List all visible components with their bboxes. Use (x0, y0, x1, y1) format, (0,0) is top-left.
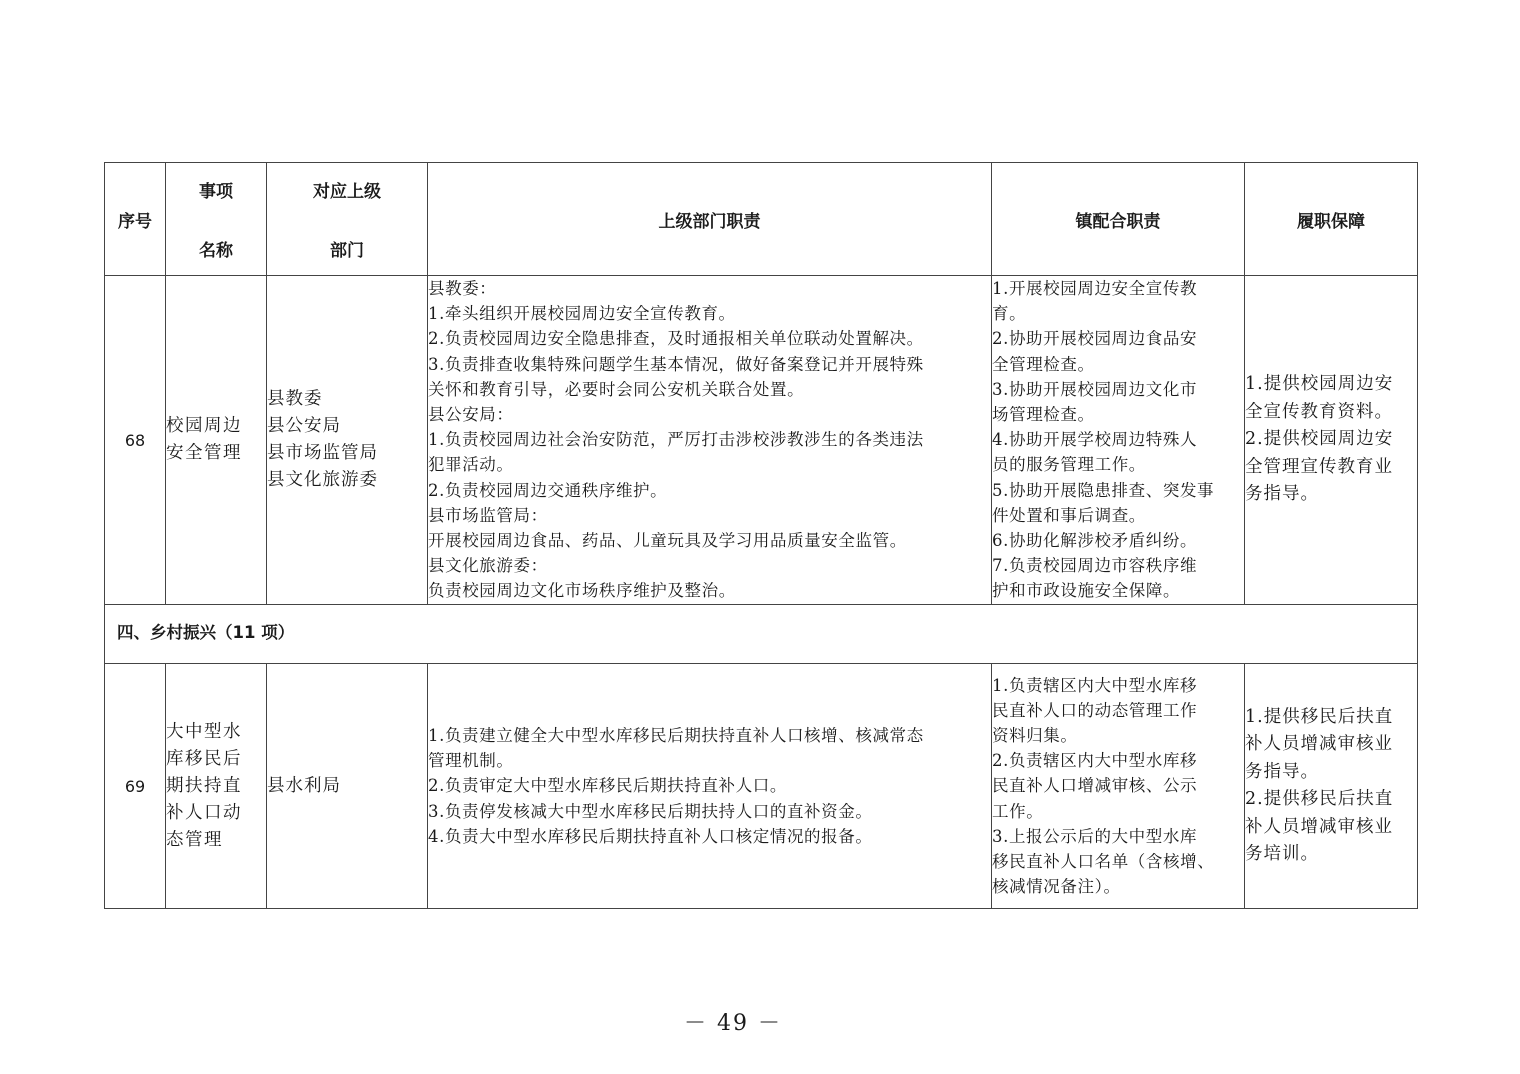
section-title: 四、乡村振兴（11 项） (105, 605, 1418, 664)
guarantee-line: 补人员增减审核业 (1245, 816, 1393, 837)
section-row (105, 605, 1418, 664)
guarantee-line: 1.提供移民后扶直 (1245, 706, 1394, 727)
table-row (105, 276, 1418, 605)
dept-line: 县教委 (267, 389, 323, 409)
guarantee-line: 2.提供移民后扶直 (1245, 789, 1394, 809)
town-line: 工作。 (992, 801, 1044, 821)
town-line: 育。 (992, 304, 1027, 324)
name-line: 期扶持直 (166, 775, 242, 796)
row-upper-duty (428, 664, 992, 909)
guarantee-line: 务指导。 (1245, 484, 1319, 505)
guarantee-line: 1.提供校园周边安 (1245, 374, 1394, 395)
table-row (105, 664, 1418, 909)
header-dept-line2: 部门 (330, 241, 364, 261)
town-line: 1.开展校园周边安全宣传教 (992, 279, 1198, 298)
town-line: 员的服务管理工作。 (992, 455, 1146, 475)
header-town-duty: 镇配合职责 (992, 163, 1245, 276)
town-line: 1.负责辖区内大中型水库移 (992, 675, 1198, 695)
town-line: 民直补人口增减审核、公示 (992, 776, 1198, 796)
dept-line: 县市场监管局 (267, 443, 378, 463)
dept-line: 县公安局 (267, 416, 341, 436)
town-line: 移民直补人口名单（含核增、 (992, 852, 1215, 871)
name-line: 态管理 (166, 829, 223, 850)
duty-line: 1.负责校园周边社会治安防范，严厉打击涉校涉教涉生的各类违法 (428, 430, 924, 450)
row-town-duty (992, 664, 1245, 909)
duty-line: 开展校园周边食品、药品、儿童玩具及学习用品质量安全监管。 (428, 531, 907, 551)
town-line: 5.协助开展隐患排查、突发事 (992, 480, 1215, 500)
row-item-name (166, 276, 267, 605)
town-line: 资料归集。 (992, 725, 1078, 745)
town-line: 2.负责辖区内大中型水库移 (992, 751, 1198, 771)
page-number: － 49 － (684, 1011, 782, 1036)
town-line: 民直补人口的动态管理工作 (992, 700, 1198, 720)
duty-line: 1.负责建立健全大中型水库移民后期扶持直补人口核增、核减常态 (428, 725, 924, 745)
duty-line: 3.负责排查收集特殊问题学生基本情况，做好备案登记并开展特殊 (428, 354, 924, 374)
name-line: 大中型水 (166, 721, 242, 742)
guarantee-line: 全管理宣传教育业 (1245, 456, 1393, 477)
town-line: 核减情况备注）。 (992, 877, 1121, 897)
header-item-name-line2: 名称 (199, 241, 233, 261)
header-seq: 序号 (105, 163, 166, 276)
town-line: 件处置和事后调查。 (992, 505, 1146, 525)
guarantee-line: 务培训。 (1245, 844, 1319, 864)
duty-line: 2.负责审定大中型水库移民后期扶持直补人口。 (428, 776, 787, 796)
name-line: 安全管理 (166, 443, 242, 463)
town-line: 护和市政设施安全保障。 (992, 581, 1181, 601)
row-seq: 68 (105, 276, 166, 605)
duty-line: 2.负责校园周边安全隐患排查，及时通报相关单位联动处置解决。 (428, 329, 924, 349)
duty-line: 犯罪活动。 (428, 455, 514, 475)
header-guarantee: 履职保障 (1245, 163, 1418, 276)
town-line: 全管理检查。 (992, 354, 1095, 374)
duty-line: 1.牵头组织开展校园周边安全宣传教育。 (428, 304, 736, 324)
row-seq: 69 (105, 664, 166, 909)
duty-line: 4.负责大中型水库移民后期扶持直补人口核定情况的报备。 (428, 826, 873, 846)
duty-line: 2.负责校园周边交通秩序维护。 (428, 480, 668, 500)
guarantee-line: 补人员增减审核业 (1245, 734, 1393, 754)
duty-line: 3.负责停发核减大中型水库移民后期扶持人口的直补资金。 (428, 801, 873, 821)
dept-line: 县文化旅游委 (267, 470, 378, 490)
town-line: 7.负责校园周边市容秩序维 (992, 556, 1198, 576)
row-dept (267, 276, 428, 605)
town-line: 2.协助开展校园周边食品安 (992, 329, 1198, 349)
duty-line: 县市场监管局： (428, 505, 548, 525)
town-line: 3.协助开展校园周边文化市 (992, 379, 1198, 399)
duty-line: 关怀和教育引导，必要时会同公安机关联合处置。 (428, 379, 805, 399)
town-line: 6.协助化解涉校矛盾纠纷。 (992, 531, 1198, 551)
name-line: 补人口动 (166, 802, 242, 823)
guarantee-line: 全宣传教育资料。 (1245, 401, 1393, 422)
header-upper-duty: 上级部门职责 (428, 163, 992, 276)
header-item-name (166, 163, 267, 276)
row-upper-duty (428, 276, 992, 605)
duty-line: 县教委： (428, 279, 497, 298)
duty-line: 管理机制。 (428, 751, 514, 771)
name-line: 库移民后 (166, 748, 242, 769)
table-header-row (105, 163, 1418, 276)
header-dept (267, 163, 428, 276)
name-line: 校园周边 (166, 416, 242, 436)
town-line: 场管理检查。 (992, 405, 1095, 425)
row-item-name (166, 664, 267, 909)
duty-line: 县文化旅游委： (428, 556, 548, 576)
row-guarantee (1245, 664, 1418, 909)
row-guarantee (1245, 276, 1418, 605)
row-town-duty (992, 276, 1245, 605)
guarantee-line: 2.提供校园周边安 (1245, 429, 1394, 450)
town-line: 3.上报公示后的大中型水库 (992, 826, 1198, 846)
duty-line: 负责校园周边文化市场秩序维护及整治。 (428, 581, 736, 601)
header-dept-line1: 对应上级 (313, 182, 381, 202)
duty-line: 县公安局： (428, 405, 514, 425)
header-item-name-line1: 事项 (199, 182, 233, 202)
dept-line: 县水利局 (267, 775, 341, 796)
guarantee-line: 务指导。 (1245, 761, 1319, 782)
duties-table (104, 162, 1418, 909)
row-dept (267, 664, 428, 909)
town-line: 4.协助开展学校周边特殊人 (992, 430, 1198, 450)
